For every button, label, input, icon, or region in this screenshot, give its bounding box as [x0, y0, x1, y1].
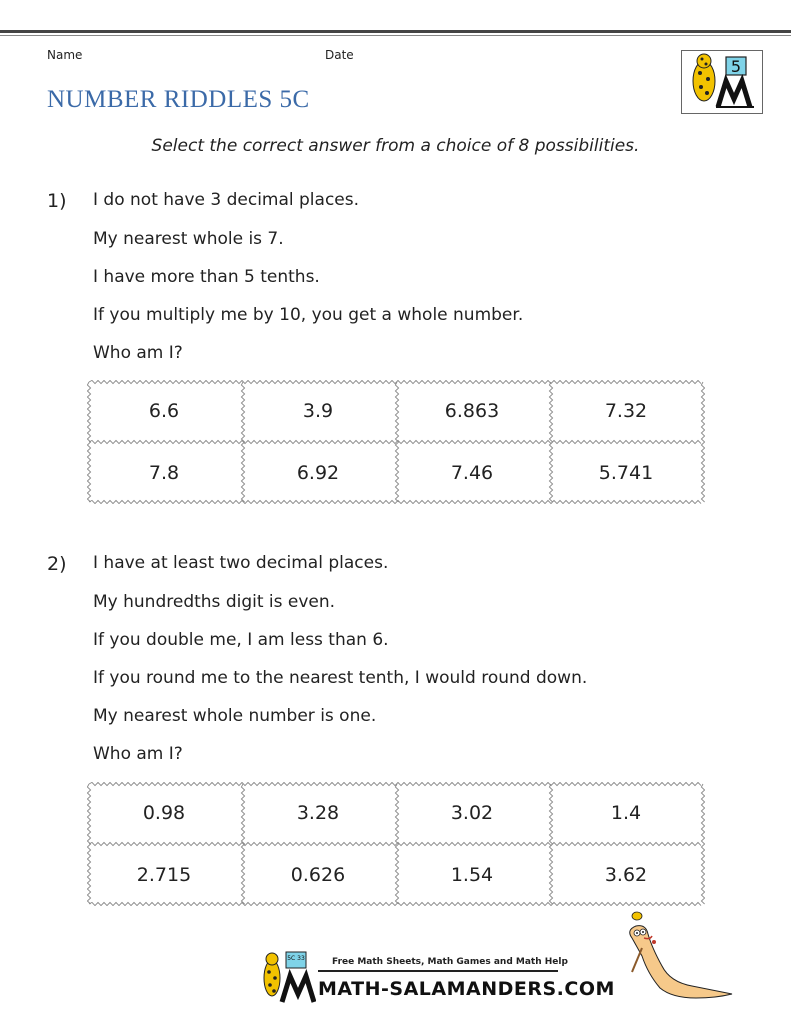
header-rule-thin	[0, 35, 791, 36]
choice-cell[interactable]: 3.9	[302, 400, 334, 422]
question-2-clue-1: I have at least two decimal places.	[93, 553, 389, 573]
choice-cell[interactable]: 3.28	[296, 802, 340, 824]
name-label: Name	[47, 48, 83, 62]
question-1-choices	[87, 380, 705, 504]
choice-cell[interactable]: 7.46	[450, 462, 494, 484]
choice-cell[interactable]: 1.54	[450, 864, 494, 886]
header-rule	[0, 30, 791, 33]
question-1-number: 1)	[47, 190, 67, 212]
question-2-clue-3: If you double me, I am less than 6.	[93, 630, 389, 650]
choice-cell[interactable]: 0.626	[290, 864, 346, 886]
choice-cell[interactable]: 1.4	[610, 802, 642, 824]
question-1-clue-5: Who am I?	[93, 343, 183, 363]
question-2-clue-6: Who am I?	[93, 744, 183, 764]
footer-tagline: Free Math Sheets, Math Games and Math Help	[332, 957, 568, 967]
grade-logo	[681, 50, 763, 114]
logo-grade: 5	[730, 57, 742, 76]
question-1-clue-4: If you multiply me by 10, you get a whole number.	[93, 305, 524, 325]
question-2-clue-5: My nearest whole number is one.	[93, 706, 377, 726]
question-1-clue-1: I do not have 3 decimal places.	[93, 190, 360, 210]
choice-cell[interactable]: 6.863	[444, 400, 500, 422]
choice-cell[interactable]: 3.02	[450, 802, 494, 824]
choice-cell[interactable]: 3.62	[604, 864, 648, 886]
question-1-clue-2: My nearest whole is 7.	[93, 229, 284, 249]
choice-cell[interactable]: 5.741	[598, 462, 654, 484]
choice-cell[interactable]: 7.8	[148, 462, 180, 484]
footer-rule	[318, 970, 558, 972]
footer-salamander-logo-icon	[258, 948, 316, 1004]
question-2-choices	[87, 782, 705, 906]
instruction-text: Select the correct answer from a choice of 8 possibilities.	[151, 136, 640, 156]
date-label: Date	[325, 48, 354, 62]
choice-cell[interactable]: 2.715	[136, 864, 192, 886]
salamander-mascot-icon	[612, 908, 740, 1008]
question-2-clue-2: My hundredths digit is even.	[93, 592, 336, 612]
choice-cell[interactable]: 6.6	[148, 400, 180, 422]
footer-brand[interactable]: MATH-SALAMANDERS.COM	[318, 978, 615, 1000]
svg-text:5C 33: 5C 33	[287, 955, 305, 962]
salamander-logo-icon	[682, 51, 762, 113]
question-1-clue-3: I have more than 5 tenths.	[93, 267, 320, 287]
question-2-number: 2)	[47, 553, 67, 575]
choice-cell[interactable]: 0.98	[142, 802, 186, 824]
question-2-clue-4: If you round me to the nearest tenth, I would round down.	[93, 668, 588, 688]
choice-cell[interactable]: 7.32	[604, 400, 648, 422]
choice-cell[interactable]: 6.92	[296, 462, 340, 484]
page-title: NUMBER RIDDLES 5C	[47, 86, 310, 113]
